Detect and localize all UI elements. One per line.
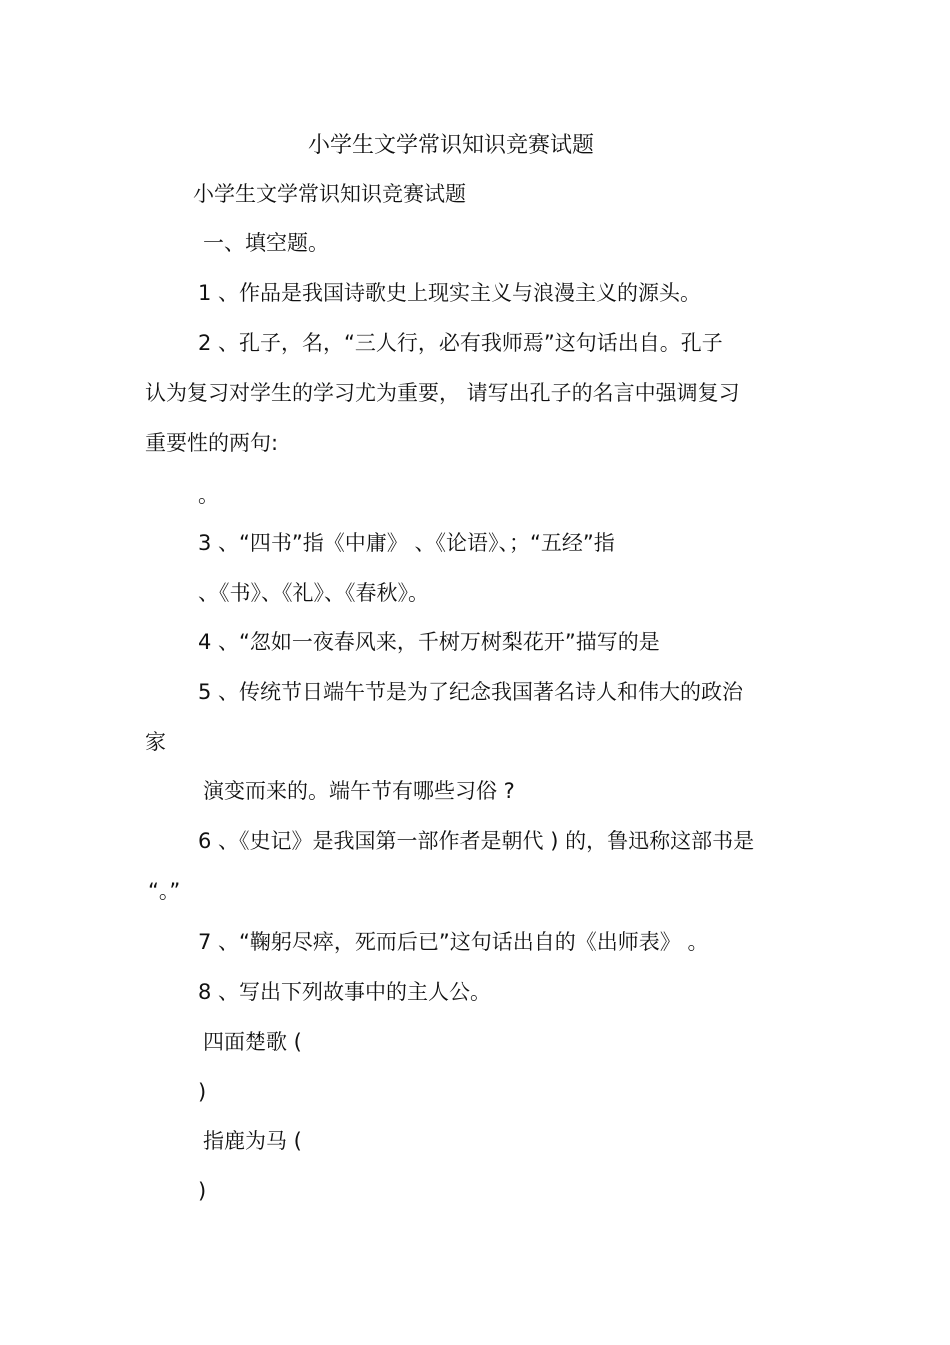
question-2-cont: 认为复习对学生的学习尤为重要， 请写出孔子的名言中强调复习: [145, 381, 740, 405]
question-2-cont: 重要性的两句:: [145, 431, 279, 455]
story-item-close: ): [198, 1179, 207, 1203]
question-3-cont: 、《书》、《礼》、《春秋》。: [198, 581, 429, 605]
question-4: 4 、“忽如一夜春风来，千树万树梨花开”描写的是: [198, 630, 660, 654]
question-7: 7 、“鞠躬尽瘁，死而后已”这句话出自的《出师表》 。: [198, 930, 709, 954]
question-3: 3 、“四书”指《中庸》 、《论语》、；“五经”指: [198, 531, 615, 555]
story-item: 指鹿为马 (: [203, 1129, 302, 1153]
section-heading: 一、填空题。: [203, 231, 329, 255]
subtitle: 小学生文学常识知识竞赛试题: [193, 182, 466, 206]
story-item-close: ): [198, 1080, 207, 1104]
story-item: 四面楚歌 (: [203, 1030, 302, 1054]
page-title: 小学生文学常识知识竞赛试题: [308, 133, 595, 158]
question-8: 8 、写出下列故事中的主人公。: [198, 980, 492, 1004]
question-2-end: 。: [198, 483, 219, 507]
question-5: 5 、传统节日端午节是为了纪念我国著名诗人和伟大的政治: [198, 680, 744, 704]
question-1: 1 、作品是我国诗歌史上现实主义与浪漫主义的源头。: [198, 281, 702, 305]
question-5-cont: 家: [145, 730, 166, 754]
question-6: 6 、《史记》是我国第一部作者是朝代 ) 的，鲁迅称这部书是: [198, 829, 755, 853]
question-2: 2 、孔子，名，“三人行，必有我师焉”这句话出自。孔子: [198, 331, 723, 355]
question-5-cont: 演变而来的。端午节有哪些习俗 ?: [203, 779, 515, 803]
question-6-cont: “。”: [148, 879, 181, 903]
